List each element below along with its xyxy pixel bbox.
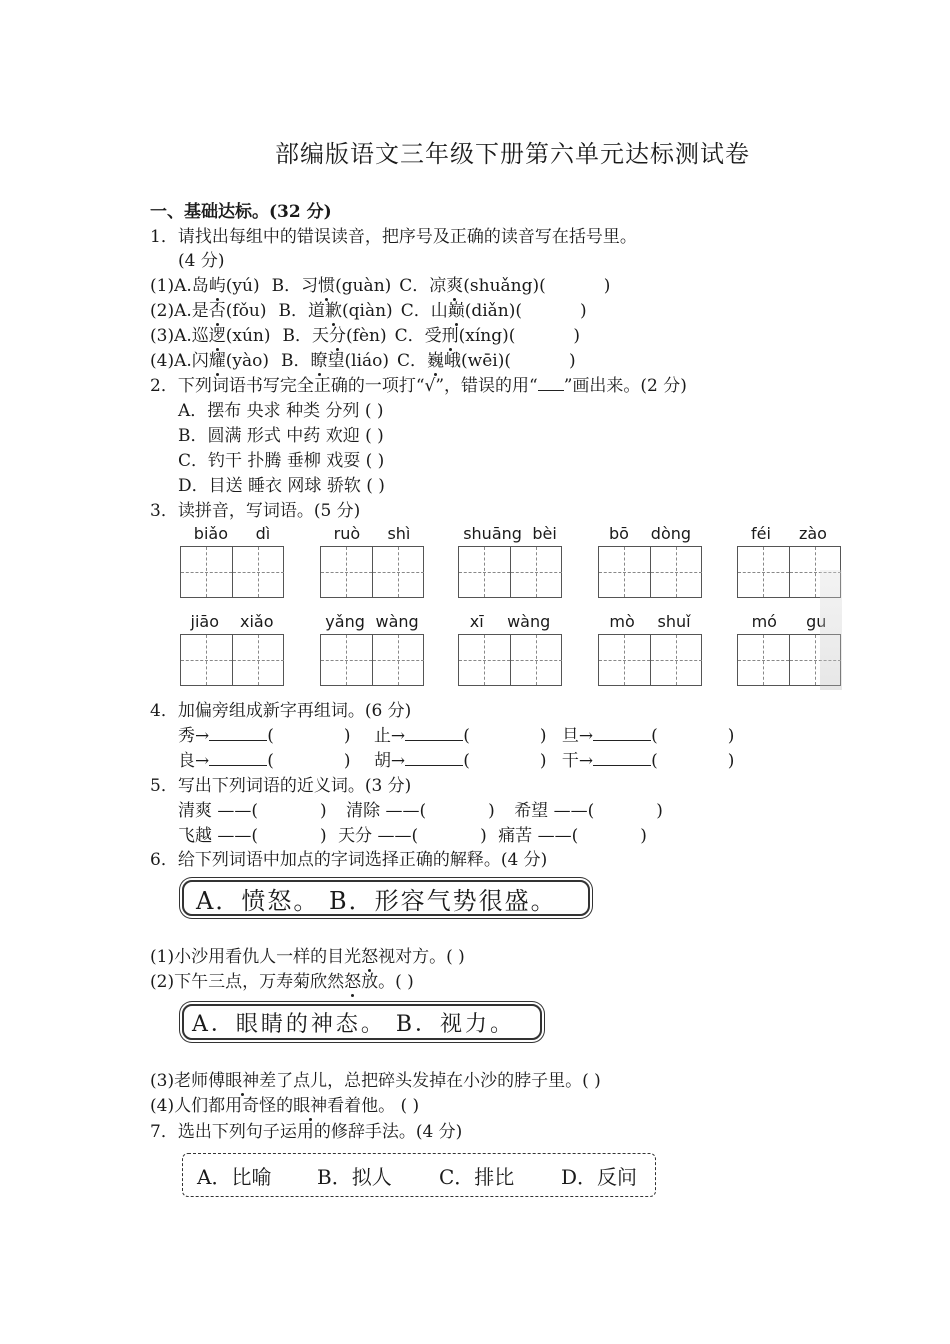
grid-cell[interactable] (650, 547, 702, 597)
item-text: ) (603, 276, 611, 296)
pinyin: (fǒu) (225, 301, 267, 321)
pinyin-syllable: dì (255, 524, 271, 543)
pinyin-label (598, 524, 702, 544)
sentence-text: (4)人们都用奇怪的 (150, 1096, 294, 1116)
q6-sentence-3 (150, 1071, 601, 1091)
grid-cell[interactable] (372, 635, 424, 685)
item-text: ) (569, 351, 576, 371)
rhetoric-option: C．排比 (439, 1164, 515, 1189)
q5-prompt: 5．写出下列词语的近义词。(3 分) (150, 776, 412, 796)
pinyin-label (598, 612, 702, 632)
item-text: 是 (191, 301, 209, 321)
q4-char: 旦→ (561, 726, 594, 746)
tian-grid[interactable] (320, 634, 424, 686)
rhetoric-option: B．拟人 (317, 1164, 392, 1189)
scan-artifact (820, 570, 842, 690)
grid-cell[interactable] (232, 547, 284, 597)
pinyin: (yú) (225, 276, 260, 296)
grid-cell[interactable] (459, 547, 510, 597)
pinyin: (yào) (225, 351, 270, 371)
pinyin-syllable: xiǎo (239, 612, 274, 631)
grid-cell[interactable] (510, 547, 562, 597)
q6-sentence-1 (150, 947, 465, 967)
pinyin-syllable: gu (806, 612, 827, 631)
pinyin-syllable: féi (751, 524, 771, 543)
item-text: C．受 (394, 326, 442, 346)
pinyin-label (458, 524, 562, 544)
q4-char: 良→ (178, 751, 210, 771)
q5-word: 希望 ——( (514, 801, 595, 821)
q1-score: (4 分) (178, 251, 225, 271)
grid-cell[interactable] (650, 635, 702, 685)
dotted-char: 耀 (208, 351, 226, 371)
q4-row: 良→ ( ) 胡→ ( ) 干→ ( ) (178, 751, 735, 771)
q5-word: 飞越 ——( (178, 826, 259, 846)
pinyin-syllable: mò (609, 612, 635, 631)
dotted-char: 刑 (441, 326, 459, 346)
dotted-char: 瞭 (310, 351, 328, 371)
grid-cell[interactable] (599, 635, 650, 685)
pinyin-syllable: shuāng (463, 524, 522, 543)
q1-item (150, 301, 587, 321)
tian-grid[interactable] (458, 634, 562, 686)
pinyin-label (180, 524, 284, 544)
q2-option: D．目送 睡衣 网球 骄软 ( ) (178, 476, 385, 496)
tian-grid[interactable] (180, 634, 284, 686)
q2-prompt-end: ”画出来。(2 分) (563, 376, 687, 396)
q2-prompt (150, 376, 687, 396)
dotted-char: 眼神 (225, 1071, 260, 1091)
pinyin-syllable: bèi (532, 524, 557, 543)
item-text: C．凉 (399, 276, 447, 296)
q6-options-box-2: A．眼睛的神态。 B．视力。 (182, 1004, 542, 1040)
pinyin: (qiàn) (342, 301, 393, 321)
pinyin: (guàn) (335, 276, 392, 296)
pinyin: (fèn) (346, 326, 387, 346)
dotted-char: 爽 (446, 276, 464, 296)
answer-blank[interactable] (405, 726, 463, 741)
q3-prompt: 3．读拼音，写词语。(5 分) (150, 501, 361, 521)
section-heading: 一、基础达标。(32 分) (150, 202, 332, 222)
grid-cell[interactable] (510, 635, 562, 685)
q7-prompt: 7．选出下列句子运用的修辞手法。(4 分) (150, 1122, 463, 1142)
q1-item (150, 326, 580, 346)
q5-word: 痛苦 ——( (498, 826, 579, 846)
pinyin-syllable: jiāo (190, 612, 219, 631)
item-text: B． (281, 351, 311, 371)
tian-grid[interactable] (180, 546, 284, 598)
item-text: C． (397, 351, 428, 371)
grid-cell[interactable] (738, 635, 789, 685)
dotted-char: 怒 (361, 947, 379, 967)
q1-item (150, 351, 576, 371)
q4-row: 秀→ ( ) 止→ ( ) 旦→ ( ) (178, 726, 735, 746)
tian-grid[interactable] (598, 546, 702, 598)
item-label: (4)A. (150, 351, 192, 371)
pinyin: (xíng)( (458, 326, 516, 346)
pinyin-syllable: xī (469, 612, 484, 631)
pinyin-syllable: dòng (650, 524, 692, 543)
answer-blank[interactable] (209, 751, 267, 766)
tian-grid[interactable] (598, 634, 702, 686)
sentence-text: (2)下午三点，万寿菊欣然 (150, 972, 345, 992)
dotted-char: 歉 (325, 301, 343, 321)
q5-row: 清爽 ——( ) 清除 ——( ) 希望 ——( ) (178, 801, 663, 821)
sentence-text: 视对方。( ) (378, 947, 465, 967)
item-label: (1)A. (150, 276, 192, 296)
q6-sentence-2 (150, 972, 414, 992)
pinyin-syllable: ruò (333, 524, 361, 543)
tian-grid[interactable] (320, 546, 424, 598)
dotted-char: 逻 (208, 326, 226, 346)
answer-blank[interactable] (209, 726, 267, 741)
dotted-char: 巅 (447, 301, 465, 321)
grid-cell[interactable] (599, 547, 650, 597)
q6-options-box-1: A．愤怒。 B．形容气势很盛。 (182, 880, 590, 916)
pinyin-label (458, 612, 562, 632)
q2-option: C．钓干 扑腾 垂柳 戏耍 ( ) (178, 451, 385, 471)
rhetoric-option: A．比喻 (197, 1164, 272, 1189)
pinyin: (shuǎng)( (463, 276, 546, 296)
grid-cell[interactable] (181, 547, 232, 597)
q4-char: 止→ (373, 726, 406, 746)
grid-cell[interactable] (181, 635, 232, 685)
pinyin-label (180, 612, 284, 632)
pinyin-label (320, 612, 424, 632)
pinyin: 峨(wēi)( (444, 351, 511, 371)
pinyin-syllable: biǎo (193, 524, 228, 543)
sentence-text: (1)小沙用看仇人一样的目光 (150, 947, 362, 967)
grid-cell[interactable] (321, 635, 372, 685)
q1-item (150, 276, 610, 296)
q4-char: 干→ (561, 751, 594, 771)
pinyin: 望(liáo) (327, 351, 390, 371)
dotted-char: 分 (329, 326, 347, 346)
rhetoric-option: D．反问 (561, 1164, 638, 1189)
pinyin-syllable: wàng (375, 612, 419, 631)
grid-cell[interactable] (232, 635, 284, 685)
q5-row: 飞越 ——( ) 天分 ——( ) 痛苦 ——( ) (178, 826, 647, 846)
item-label: (3)A. (150, 326, 192, 346)
dotted-char: 屿 (208, 276, 226, 296)
answer-blank[interactable] (593, 726, 651, 741)
item-text: B．习 (271, 276, 319, 296)
pinyin-syllable: yǎng (325, 612, 365, 631)
item-label: (2)A. (150, 301, 192, 321)
pinyin: (diǎn)( (464, 301, 523, 321)
dotted-char: 否 (208, 301, 226, 321)
pinyin-syllable: shuǐ (657, 612, 691, 631)
grid-cell[interactable] (321, 547, 372, 597)
item-text: ) (573, 326, 581, 346)
dotted-char: 巍 (427, 351, 445, 371)
answer-blank[interactable] (593, 751, 651, 766)
q6-sentence-4 (150, 1096, 419, 1116)
dotted-char: 怒 (344, 972, 362, 992)
q4-char: 秀→ (178, 726, 210, 746)
item-text: B．道 (278, 301, 326, 321)
pinyin-syllable: bō (608, 524, 629, 543)
answer-blank[interactable] (405, 751, 463, 766)
q2-prompt-text: 2．下列词语书写完全正确的一项打“√”，错误的用“ (150, 376, 538, 396)
dotted-char: 惯 (318, 276, 336, 296)
item-text: 闪 (191, 351, 209, 371)
pinyin-label (320, 524, 424, 544)
q1-prompt: 1．请找出每组中的错误读音，把序号及正确的读音写在括号里。 (150, 227, 637, 247)
q5-word: 清爽 ——( (178, 801, 259, 821)
q4-prompt: 4．加偏旁组成新字再组词。(6 分) (150, 701, 412, 721)
underline-mark (538, 378, 564, 391)
pinyin-label (737, 524, 841, 544)
pinyin-syllable: shì (387, 524, 411, 543)
grid-cell[interactable] (459, 635, 510, 685)
grid-cell[interactable] (372, 547, 424, 597)
item-text: ) (580, 301, 587, 321)
q2-option: B．圆满 形式 中药 欢迎 ( ) (178, 426, 384, 446)
pinyin-syllable: zào (798, 524, 827, 543)
item-text: 巡 (191, 326, 209, 346)
sentence-text: 放。( ) (361, 972, 414, 992)
item-text: 岛 (191, 276, 209, 296)
pinyin: (xún) (225, 326, 271, 346)
q5-word: 清除 ——( (346, 801, 427, 821)
page-title: 部编版语文三年级下册第六单元达标测试卷 (275, 140, 750, 168)
q5-word: 天分 ——( (338, 826, 419, 846)
tian-grid[interactable] (458, 546, 562, 598)
q6-prompt: 6．给下列词语中加点的字词选择正确的解释。(4 分) (150, 850, 548, 870)
q7-options-box (182, 1153, 656, 1197)
item-text: B．天 (282, 326, 330, 346)
q4-char: 胡→ (373, 751, 406, 771)
sentence-text: 看着他。 ( ) (327, 1096, 420, 1116)
sentence-text: (3)老师傅 (150, 1071, 226, 1091)
pinyin-syllable: wàng (507, 612, 551, 631)
grid-cell[interactable] (738, 547, 789, 597)
item-text: C．山 (400, 301, 448, 321)
dotted-char: 眼神 (293, 1096, 328, 1116)
sentence-text: 差了点儿，总把碎头发掉在小沙的脖子里。( ) (259, 1071, 601, 1091)
q2-option: A．摆布 央求 种类 分列 ( ) (178, 401, 384, 421)
pinyin-syllable: mó (751, 612, 777, 631)
